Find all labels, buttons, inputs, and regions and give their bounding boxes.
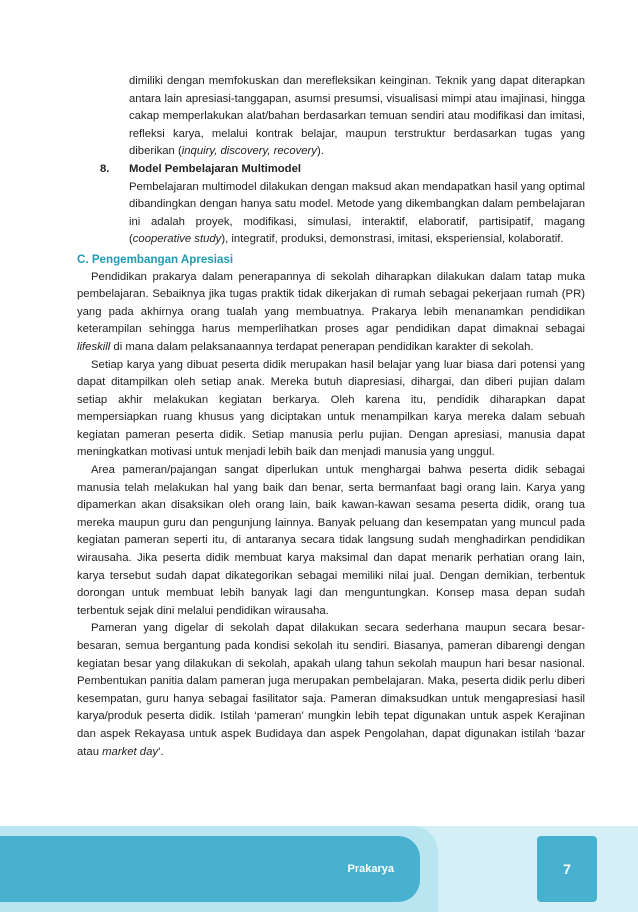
section-heading: C. Pengembangan Apresiasi xyxy=(77,252,234,266)
intro-text-end: ). xyxy=(316,145,324,158)
paragraph-2: Setiap karya yang dibuat peserta didik merupakan hasil belajar yang luar biasa dari potensi yang dapat ditampilkan oleh setiap anak. Mereka butuh diapresiasi, dihargai, dan diberi pujian dalam setiap akhir melakukan kegiatan berkarya. Oleh karena itu, pendidik diharapkan dapat mempersiapkan ruang khusus yang diciptakan untuk menampilkan karya mereka dalam sebuah kegiatan pameran peserta didik. Setiap manusia perlu pujian. Dengan apresiasi, manusia dapat meningkatkan motivasi untuk menjadi lebih baik dan menjadi manusia yang unggul. xyxy=(77,358,585,459)
paragraph-1-text-end: di mana dalam pelaksanaannya terdapat penerapan pendidikan karakter di sekolah. xyxy=(110,340,534,353)
intro-italic-text: inquiry, discovery, recovery xyxy=(181,145,317,158)
intro-text: dimiliki dengan memfokuskan dan merefleksikan keinginan. Teknik yang dapat diterapkan antara lain apresiasi-tanggapan, asumsi presumsi, visualisasi mimpi atau imajinasi, hingga cakap memperlakukan alat/bahan berdasarkan temuan sendiri atau modifikasi dan imitasi, refleksi karya, melalui kontrak belajar, maupun terstruktur berdasarkan tugas yang diberikan ( xyxy=(129,75,585,158)
intro-paragraph xyxy=(77,73,585,161)
list-item-text: Pembelajaran multimodel dilakukan dengan maksud akan mendapatkan hasil yang optimal dibandingkan dengan hanya satu model. Metode yang dikembangkan dalam pembelajaran ini adalah proyek, modifikasi, simulasi, interaktif, elaboratif, partisipatif, magang ( xyxy=(129,180,585,246)
footer-book-title: Prakarya xyxy=(347,863,394,875)
paragraph-4-text: Pameran yang digelar di sekolah dapat dilakukan secara sederhana maupun secara besar-besaran, semua bergantung pada kondisi sekolah itu sendiri. Biasanya, pameran dibarengi dengan kegiatan besar yang dilakukan di sekolah, apakah ulang tahun sekolah maupun hari besar nasional. Pembentukan panitia dalam pameran juga merupakan pembelajaran. Maka, peserta didik perlu diberi kesempatan, guru hanya sebagai fasilitator saja. Pameran dimaksudkan untuk mengapresiasi hasil karya/produk peserta didik. Istilah ‘pameran’ mungkin lebih tepat digunakan untuk aspek Kerajinan dan aspek Rekayasa untuk aspek Budidaya dan aspek Pengolahan, dapat digunakan istilah ‘bazar atau xyxy=(77,622,585,758)
paragraph-4-italic: market day xyxy=(102,745,159,758)
list-item-italic-text: cooperative study xyxy=(132,233,222,246)
list-item-8 xyxy=(77,161,585,249)
list-item-text-end: ), integratif, produksi, demonstrasi, imitasi, eksperiensial, kolaboratif. xyxy=(221,233,564,246)
paragraph-3: Area pameran/pajangan sangat diperlukan untuk menghargai bahwa peserta didik sebagai manusia telah melakukan hal yang baik dan benar, serta bermanfaat bagi orang lain. Karya yang dipamerkan akan disaksikan oleh orang lain, baik kawan-kawan sesama peserta didik, orang tua mereka maupun guru dan pengunjung lainnya. Banyak peluang dan kesempatan yang muncul pada kegiatan pameran seperti itu, di antaranya secara tidak langsung sudah menghadirkan pendidikan wirausaha. Jika peserta didik membuat karya maksimal dan dapat menarik perhatian orang lain, karya tersebut sudah dapat dikategorikan sebagai memiliki nilai jual. Dengan demikian, terbentuk dorongan untuk membuat lebih banyak lagi dan menguntungkan. Konsep masa depan sudah terbentuk sejak dini melalui pendidikan wirausaha. xyxy=(77,464,585,617)
page-content xyxy=(77,73,585,761)
paragraph-1-text: Pendidikan prakarya dalam penerapannya di sekolah diharapkan dilakukan dalam tatap muka pembelajaran. Sebaiknya jika tugas praktik tidak dikerjakan di rumah sebagai pekerjaan rumah (PR) yang pada akhirnya orang tualah yang membuatnya. Prakarya lebih menanamkan pendidikan keterampilan sehingga harus memperlihatkan proses agar pendidikan dapat dimaknai sebagai xyxy=(77,270,585,336)
list-item-title: Model Pembelajaran Multimodel xyxy=(129,162,301,175)
list-item-number: 8. xyxy=(100,162,110,175)
list-item-body xyxy=(77,179,585,249)
page-number-box xyxy=(537,836,597,902)
paragraph-1 xyxy=(77,269,585,357)
page-number: 7 xyxy=(537,836,597,902)
paragraph-4-text-end: ’. xyxy=(158,745,164,758)
footer-label-band xyxy=(0,836,420,902)
page-footer xyxy=(0,826,638,912)
paragraph-1-italic: lifeskill xyxy=(77,340,111,353)
paragraph-4 xyxy=(77,620,585,761)
